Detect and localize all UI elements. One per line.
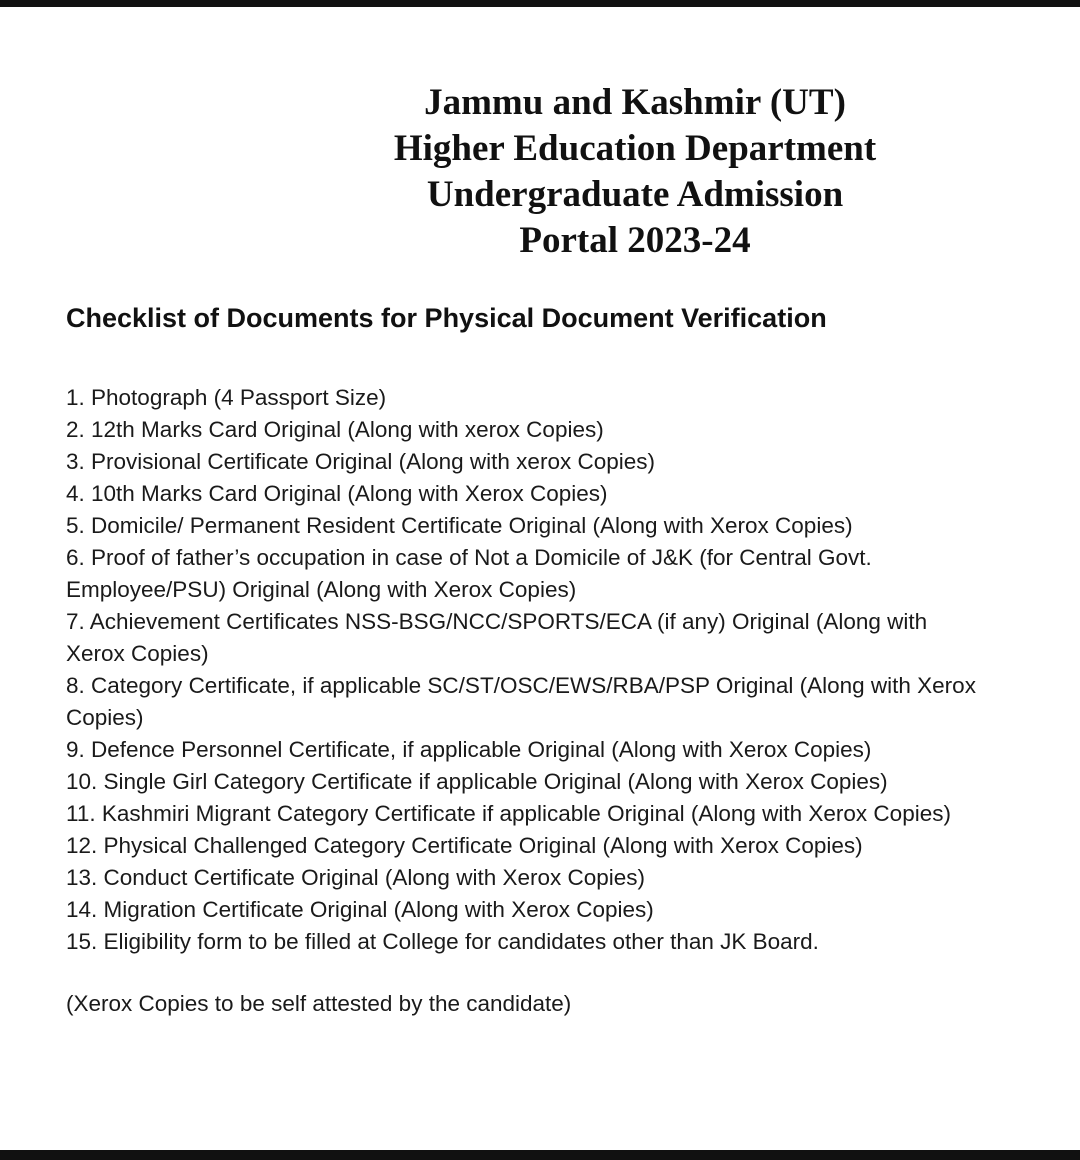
checklist-item xyxy=(66,862,1056,894)
checklist-item xyxy=(66,382,1056,414)
checklist-item xyxy=(66,894,1056,926)
checklist-item-line: 5. Domicile/ Permanent Resident Certificate Original (Along with Xerox Copies) xyxy=(66,513,853,538)
checklist-item-line: 9. Defence Personnel Certificate, if applicable Original (Along with Xerox Copies) xyxy=(66,737,872,762)
checklist-item-line: Copies) xyxy=(66,705,144,730)
checklist-item-line: 3. Provisional Certificate Original (Along with xerox Copies) xyxy=(66,449,655,474)
checklist-item xyxy=(66,798,1056,830)
checklist-item-line: Xerox Copies) xyxy=(66,641,209,666)
checklist-item-line: 14. Migration Certificate Original (Along with Xerox Copies) xyxy=(66,897,654,922)
checklist-item-line: 12. Physical Challenged Category Certificate Original (Along with Xerox Copies) xyxy=(66,833,863,858)
checklist-item xyxy=(66,510,1056,542)
document-checklist xyxy=(66,382,1056,958)
checklist-item xyxy=(66,926,1056,958)
checklist-title: Checklist of Documents for Physical Document Verification xyxy=(66,303,827,333)
checklist-item xyxy=(66,766,1056,798)
header-line-portal: Portal 2023-24 xyxy=(519,220,751,261)
header-line-ut: Jammu and Kashmir (UT) xyxy=(424,82,846,123)
checklist-item-line: 2. 12th Marks Card Original (Along with xerox Copies) xyxy=(66,417,604,442)
header-line-admission: Undergraduate Admission xyxy=(426,174,844,215)
checklist-item-line: 15. Eligibility form to be filled at College for candidates other than JK Board. xyxy=(66,929,819,954)
checklist-item xyxy=(66,542,1056,606)
document-header xyxy=(270,80,1000,264)
checklist-item-line: 6. Proof of father’s occupation in case of Not a Domicile of J&K (for Central Govt. xyxy=(66,545,872,570)
checklist-item xyxy=(66,830,1056,862)
checklist-item-line: 1. Photograph (4 Passport Size) xyxy=(66,385,387,410)
attestation-note: (Xerox Copies to be self attested by the candidate) xyxy=(66,991,572,1016)
checklist-item-line: 10. Single Girl Category Certificate if applicable Original (Along with Xerox Copies) xyxy=(66,769,888,794)
bottom-border-bar xyxy=(0,1150,1080,1160)
header-line-department: Higher Education Department xyxy=(393,128,877,169)
checklist-item xyxy=(66,670,1056,734)
checklist-item-line: 4. 10th Marks Card Original (Along with Xerox Copies) xyxy=(66,481,608,506)
checklist-item xyxy=(66,414,1056,446)
checklist-item-line: 8. Category Certificate, if applicable SC/ST/OSC/EWS/RBA/PSP Original (Along with Xerox xyxy=(66,673,976,698)
checklist-item-line: Employee/PSU) Original (Along with Xerox Copies) xyxy=(66,577,577,602)
checklist-item xyxy=(66,606,1056,670)
checklist-item xyxy=(66,734,1056,766)
checklist-item xyxy=(66,478,1056,510)
checklist-item-line: 11. Kashmiri Migrant Category Certificate if applicable Original (Along with Xerox Copies) xyxy=(66,801,951,826)
checklist-item-line: 7. Achievement Certificates NSS-BSG/NCC/SPORTS/ECA (if any) Original (Along with xyxy=(66,609,928,634)
top-border-bar xyxy=(0,0,1080,7)
checklist-item xyxy=(66,446,1056,478)
checklist-item-line: 13. Conduct Certificate Original (Along with Xerox Copies) xyxy=(66,865,646,890)
